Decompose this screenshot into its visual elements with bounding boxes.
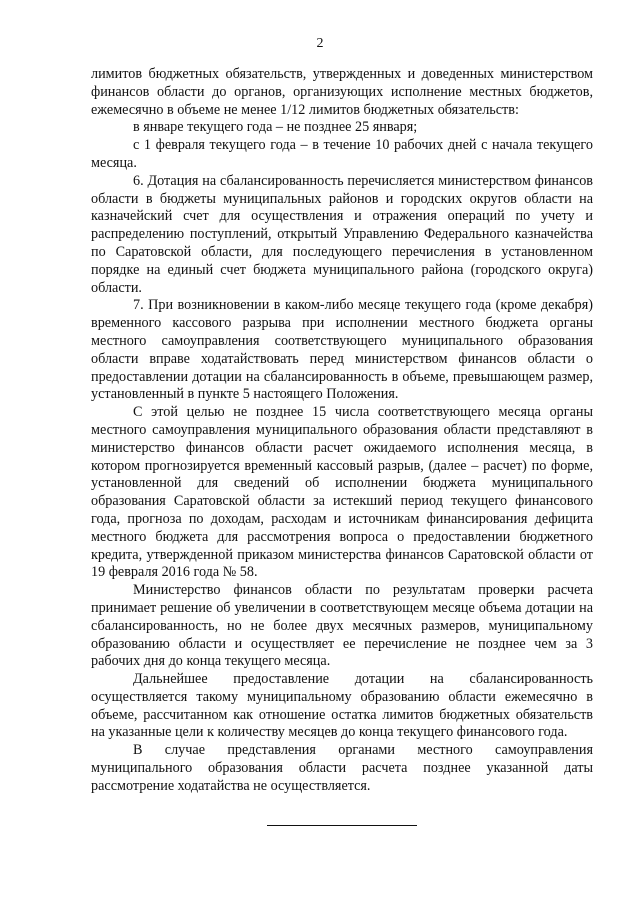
paragraph-item-6: 6. Дотация на сбалансированность перечисляется министерством финансов области в бюджеты муниципальных районов и городских округов области на казначейский счет для осуществления и отражения операций по учету и распределению поступлений, открытый Управлению Федерального казначейства по Саратовской области, для последующего перечисления в установленном порядке на единый счет бюджета муниципального района (городского округа) области. [91,172,593,296]
paragraph-limits-intro: лимитов бюджетных обязательств, утвержденных и доведенных министерством финансов области до органов, организующих исполнение местных бюджетов, ежемесячно в объеме не менее 1/12 лимитов бюджетных обязательств: [91,66,593,118]
paragraph-item-7: 7. При возникновении в каком-либо месяце текущего года (кроме декабря) временного кассового разрыва при исполнении местного бюджета органы местного самоуправления соответствующего муниципального образования области вправе ходатайствовать перед министерством финансов области о предоставлении дотации на сбалансированность в объеме, превышающем размер, установленный в пункте 5 настоящего Положения. [91,297,593,403]
paragraph-calculation-submission: С этой целью не позднее 15 числа соответствующего месяца органы местного самоуправления муниципального образования области представляют в министерство финансов области расчет ожидаемого исполнения месяца, в котором прогнозируется временный кассовый разрыв, (далее – расчет) по форме, установленной для сведений об исполнении бюджета муниципального образования Саратовской области за истекший период текущего финансового года, прогноза по доходам, расходам и источникам финансирования дефицита местного бюджета для рассмотрения вопроса о предоставлении бюджетного кредита, утвержденной приказом министерства финансов Саратовской области от 19 февраля 2016 года № 58. [91,404,593,581]
paragraph-ministry-decision: Министерство финансов области по результатам проверки расчета принимает решение об увеличении в соответствующем месяце объема дотации на сбалансированность, но не более двух месячных размеров, муниципальному образованию области и осуществляет ее перечисление не позднее чем за 3 рабочих дня до конца текущего месяца. [91,582,593,670]
paragraph-further-provision: Дальнейшее предоставление дотации на сбалансированность осуществляется такому муниципальному образованию области ежемесячно в объеме, рассчитанном как отношение остатка лимитов бюджетных обязательств на указанные цели к количеству месяцев до конца текущего финансового года. [91,671,593,741]
paragraph-february: с 1 февраля текущего года – в течение 10 рабочих дней с начала текущего месяца. [91,137,593,171]
paragraph-january: в январе текущего года – не позднее 25 января; [133,119,418,136]
closing-divider [267,825,417,826]
document-body [91,66,593,796]
paragraph-late-submission: В случае представления органами местного самоуправления муниципального образования области расчета позднее указанной даты рассмотрение ходатайства не осуществляется. [91,742,593,794]
page-number: 2 [316,36,324,51]
